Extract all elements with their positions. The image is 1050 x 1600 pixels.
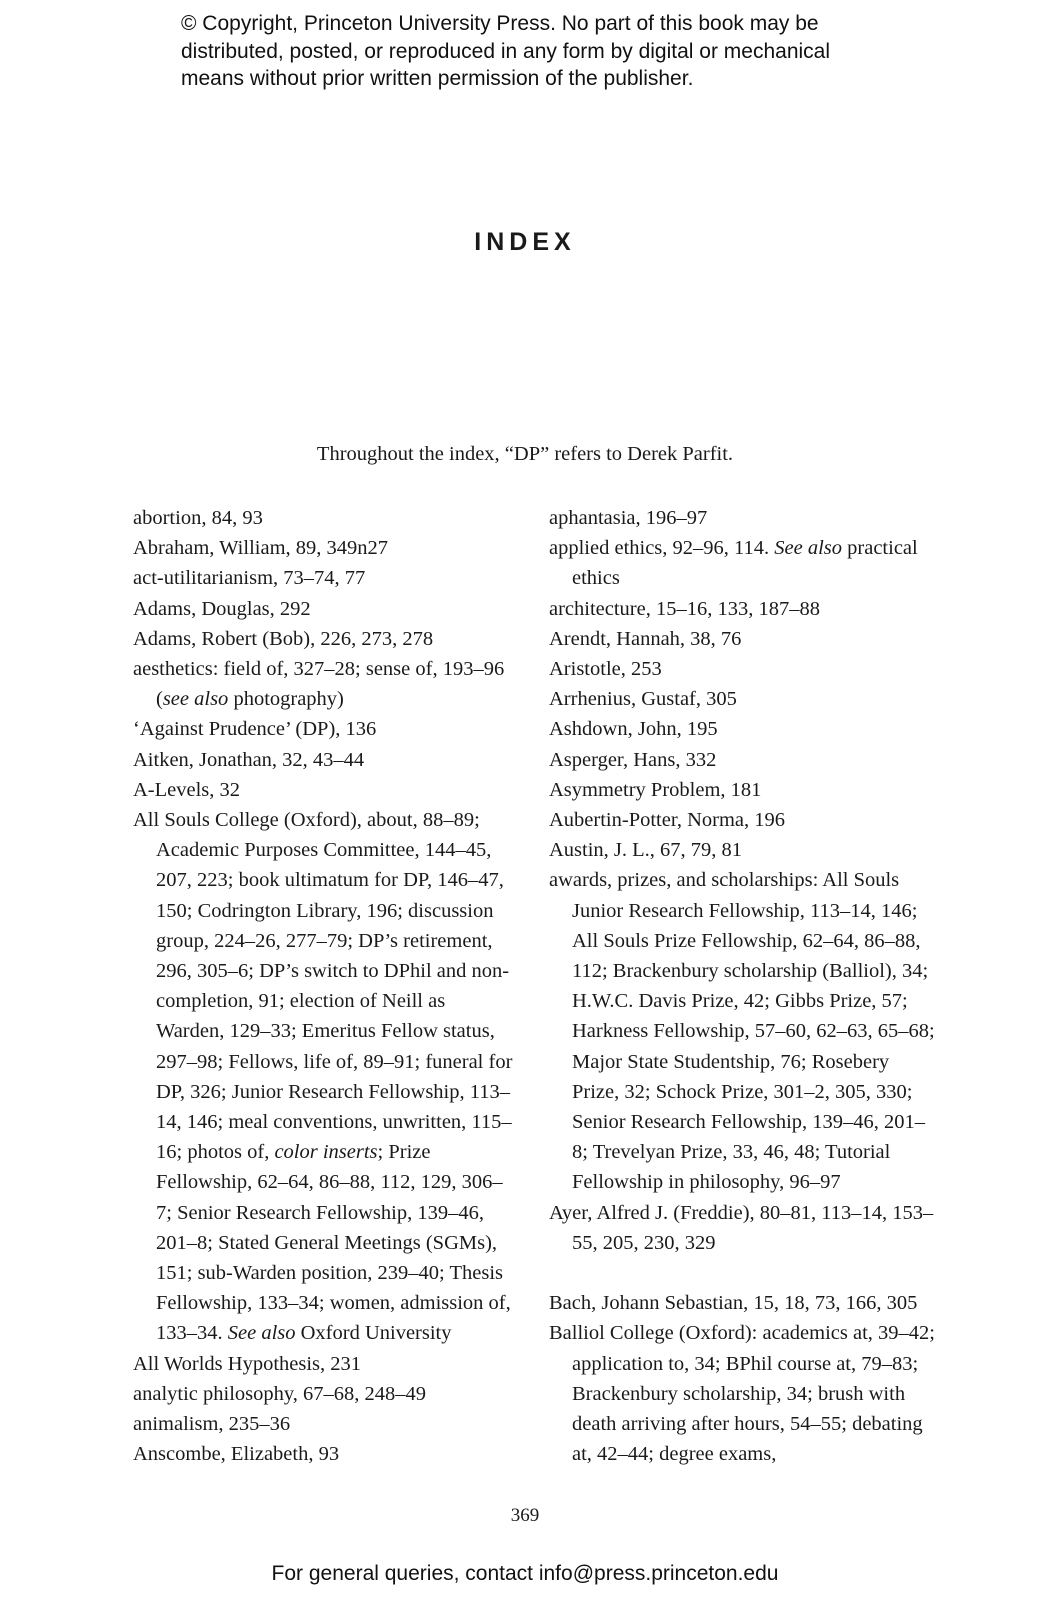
index-entry: abortion, 84, 93 xyxy=(133,507,263,529)
copyright-line: © Copyright, Princeton University Press. No part of this book may be xyxy=(181,12,819,35)
index-entry: Balliol College (Oxford): academics at, 39–42; application to, 34; BPhil course at, 79–83; Brackenbury scholarship, 34; brush with death arriving after hours, 54–55; debating at, 42–44; degree exams, xyxy=(549,1322,935,1466)
index-entry: Aubertin-Potter, Norma, 196 xyxy=(549,809,786,832)
index-entry: Abraham, William, 89, 349n27 xyxy=(133,537,389,560)
index-entry: analytic philosophy, 67–68, 248–49 xyxy=(133,1382,427,1405)
index-entry: applied ethics, 92–96, 114. See also practical ethics xyxy=(549,537,918,590)
index-entry: All Worlds Hypothesis, 231 xyxy=(133,1352,362,1375)
index-entry: awards, prizes, and scholarships: All Souls Junior Research Fellowship, 113–14, 146; All Souls Prize Fellowship, 62–64, 86–88, 112; Brackenbury scholarship (Balliol), 34; H.W.C. Davis Prize, 42; Gibbs Prize, 57; Harkness Fellowship, 57–60, 62–63, 65–68; Major State Studentship, 76; Rosebery Prize, 32; Schock Prize, 301–2, 305, 330; Senior Research Fellowship, 139–46, 201–8; Trevelyan Prize, 33, 46, 48; Tutorial Fellowship in philosophy, 96–97 xyxy=(549,869,935,1194)
index-entry: act-utilitarianism, 73–74, 77 xyxy=(133,567,366,590)
copyright-line: distributed, posted, or reproduced in any form by digital or mechanical xyxy=(181,39,831,63)
index-entry: Asperger, Hans, 332 xyxy=(549,748,717,771)
index-entry: aesthetics: field of, 327–28; sense of, 193–96 (see also photography) xyxy=(133,658,505,711)
copyright-line: means without prior written permission of the publisher. xyxy=(181,67,694,90)
index-entry: Arendt, Hannah, 38, 76 xyxy=(549,627,742,650)
page-number: 369 xyxy=(510,1505,540,1526)
page-title: INDEX xyxy=(474,228,576,256)
index-entry: ‘Against Prudence’ (DP), 136 xyxy=(133,718,377,741)
index-entry: Bach, Johann Sebastian, 15, 18, 73, 166, 305 xyxy=(549,1292,918,1315)
index-entry: A-Levels, 32 xyxy=(133,778,241,801)
index-entry: Asymmetry Problem, 181 xyxy=(549,778,762,801)
index-entry: Adams, Douglas, 292 xyxy=(133,597,311,620)
index-entry: Aristotle, 253 xyxy=(549,658,662,681)
index-entry: Ayer, Alfred J. (Freddie), 80–81, 113–14, 153–55, 205, 230, 329 xyxy=(549,1201,934,1254)
index-column-right xyxy=(549,503,939,1469)
index-entry: Arrhenius, Gustaf, 305 xyxy=(549,688,737,711)
index-entry: Aitken, Jonathan, 32, 43–44 xyxy=(133,748,365,771)
footer-contact: For general queries, contact info@press.princeton.edu xyxy=(271,1562,779,1585)
index-entry: Adams, Robert (Bob), 226, 273, 278 xyxy=(133,627,434,650)
copyright-notice xyxy=(181,10,941,93)
index-entry: All Souls College (Oxford), about, 88–89; Academic Purposes Committee, 144–45, 207, 223; book ultimatum for DP, 146–47, 150; Codrington Library, 196; discussion group, 224–26, 277–79; DP’s retirement, 296, 305–6; DP’s switch to DPhil and non-completion, 91; election of Neill as Warden, 129–33; Emeritus Fellow status, 297–98; Fellows, life of, 89–91; funeral for DP, 326; Junior Research Fellowship, 113–14, 146; meal conventions, unwritten, 115–16; photos of, color inserts; Prize Fellowship, 62–64, 86–88, 112, 129, 306–7; Senior Research Fellowship, 139–46, 201–8; Stated General Meetings (SGMs), 151; sub-Warden position, 239–40; Thesis Fellowship, 133–34; women, admission of, 133–34. See also Oxford University xyxy=(133,809,513,1345)
index-note: Throughout the index, “DP” refers to Derek Parfit. xyxy=(316,443,734,465)
index-column-left xyxy=(133,503,513,1470)
index-entry: aphantasia, 196–97 xyxy=(549,507,708,529)
letter-section-gap xyxy=(549,1258,939,1288)
index-entry: architecture, 15–16, 133, 187–88 xyxy=(549,597,820,620)
index-entry: Anscombe, Elizabeth, 93 xyxy=(133,1443,340,1466)
index-entry: animalism, 235–36 xyxy=(133,1413,291,1436)
index-entry: Ashdown, John, 195 xyxy=(549,718,718,741)
index-entry: Austin, J. L., 67, 79, 81 xyxy=(549,839,743,862)
